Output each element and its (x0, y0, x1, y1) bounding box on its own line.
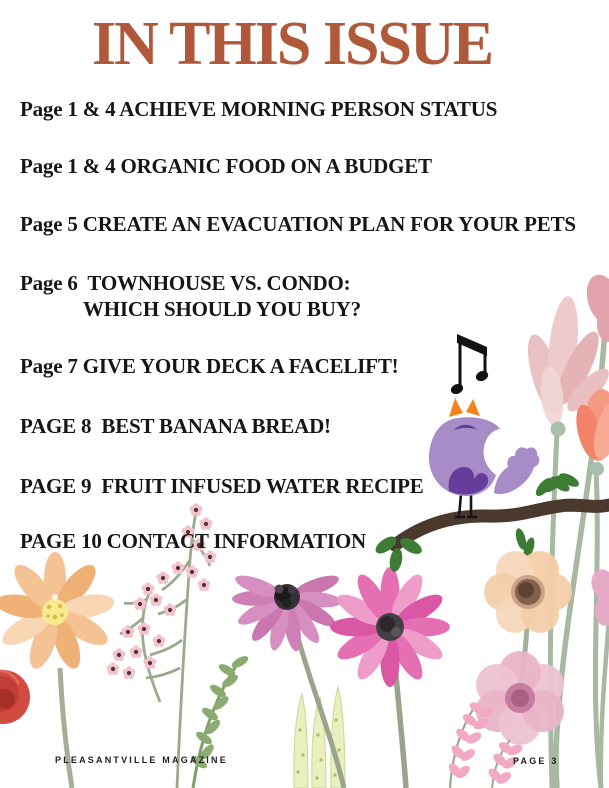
footer-magazine-name: PLEASANTVILLE MAGAZINE (55, 755, 228, 765)
toc-item-banana-bread: PAGE 8 BEST BANANA BREAD! (20, 414, 331, 438)
toc-item-evacuation-plan: Page 5 CREATE AN EVACUATION PLAN FOR YOUR PETS (20, 212, 576, 236)
toc-item-townhouse-condo: Page 6 TOWNHOUSE VS. CONDO: (20, 271, 351, 295)
footer-page-number: PAGE 3 (513, 756, 559, 766)
page-title: IN THIS ISSUE (91, 10, 493, 78)
toc-item-deck-facelift: Page 7 GIVE YOUR DECK A FACELIFT! (20, 354, 399, 378)
toc-item-organic-food: Page 1 & 4 ORGANIC FOOD ON A BUDGET (20, 154, 432, 178)
toc-item-townhouse-condo-line2: WHICH SHOULD YOU BUY? (83, 297, 361, 321)
toc-item-contact-info: PAGE 10 CONTACT INFORMATION (20, 529, 366, 553)
toc-item-morning-person: Page 1 & 4 ACHIEVE MORNING PERSON STATUS (20, 97, 498, 121)
toc-item-infused-water: PAGE 9 FRUIT INFUSED WATER RECIPE (20, 474, 424, 498)
